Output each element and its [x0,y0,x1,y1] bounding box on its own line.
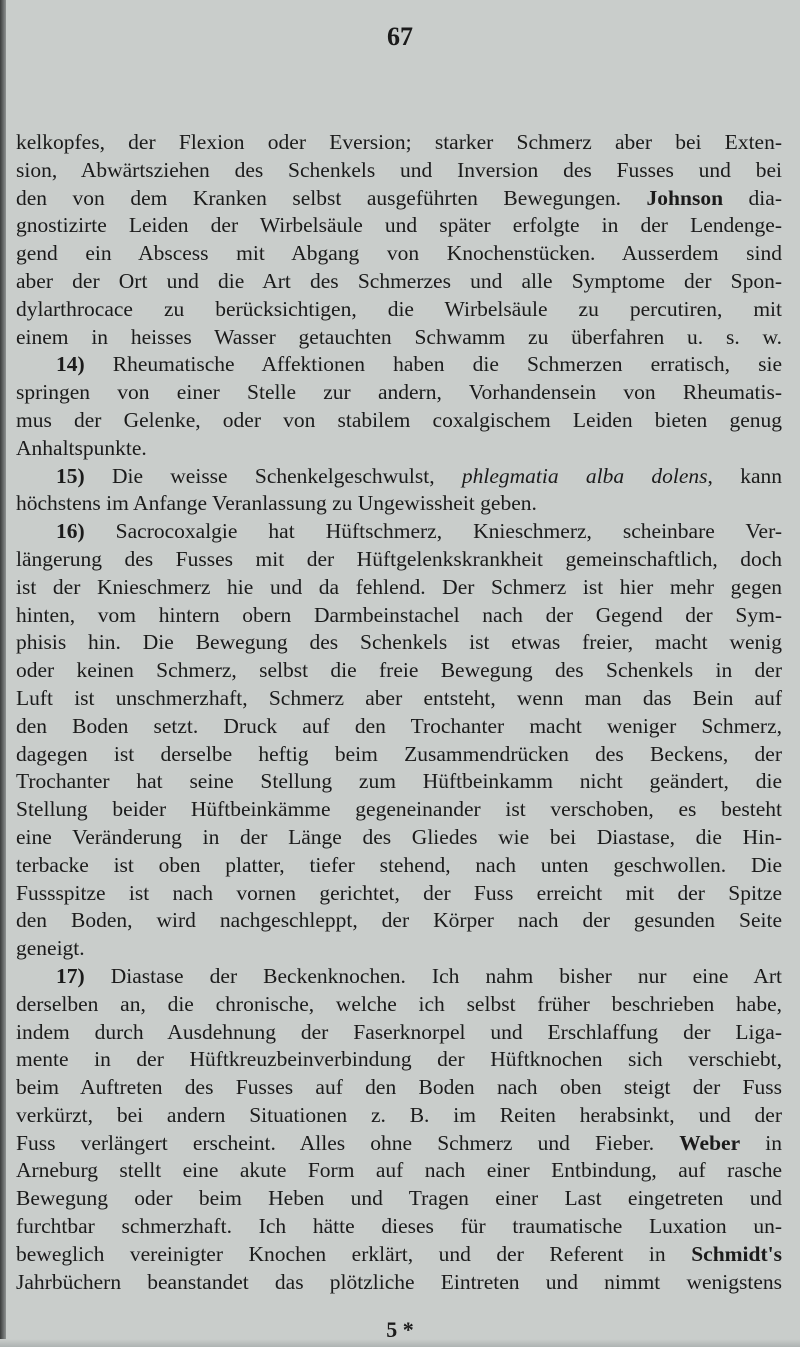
text-segment: ist der Knieschmerz hie und da fehlend. Der Schmerz ist hier mehr gegen [16,574,782,599]
text-line [16,518,782,546]
text-segment: Anhaltspunkte. [16,435,147,460]
text-line [16,407,782,435]
text-segment: längerung des Fusses mit der Hüftgelenkskrankheit gemeinschaftlich, doch [16,546,782,571]
text-line [16,490,782,518]
text-segment: dylarthrocace zu berücksichtigen, die Wirbelsäule zu percutiren, mit [16,296,782,321]
text-line [16,852,782,880]
text-segment: dia- [723,185,782,210]
text-line [16,796,782,824]
text-segment: beim Auftreten des Fusses auf den Boden nach oben steigt der Fuss [16,1075,782,1100]
text-line [16,463,782,491]
text-segment: gend ein Abscess mit Abgang von Knochenstücken. Ausserdem sind [16,241,782,266]
printer-signature-mark: 5 * [386,1317,414,1342]
text-segment: einem in heisses Wasser getauchten Schwamm zu überfahren u. s. w. [16,324,782,349]
text-line [16,963,782,991]
text-segment: verkürzt, bei andern Situationen z. B. im Reiten herabsinkt, und der [16,1102,782,1127]
text-segment: furchtbar schmerzhaft. Ich hätte dieses für traumatische Luxation un- [16,1214,782,1239]
text-segment: Rheumatische Affektionen haben die Schmerzen erratisch, sie [84,352,782,377]
text-segment: den von dem Kranken selbst ausgeführten Bewegungen. [16,185,647,210]
text-segment: Fussspitze ist nach vornen gerichtet, der Fuss erreicht mit der Spitze [16,880,782,905]
bold-text: 17) [56,963,85,988]
text-line [16,324,782,352]
body-text [16,129,782,1296]
text-line [16,1213,782,1241]
bold-text: 14) [56,352,85,377]
text-line [16,157,782,185]
text-line [16,713,782,741]
text-line [16,1130,782,1158]
text-segment: terbacke ist oben platter, tiefer stehend, nach unten geschwollen. Die [16,852,782,877]
italic-text: phlegmatia alba dolens [461,463,708,488]
text-segment: hinten, vom hintern obern Darmbeinstachel nach der Gegend der Sym- [16,602,782,627]
bold-text: 16) [56,519,85,544]
text-line [16,129,782,157]
text-line [16,546,782,574]
text-line [16,1102,782,1130]
text-line [16,185,782,213]
text-line [16,1046,782,1074]
text-line [16,351,782,379]
text-segment: beweglich vereinigter Knochen erklärt, und der Referent in [16,1241,692,1266]
text-line [16,1185,782,1213]
text-line [16,1019,782,1047]
text-line [16,629,782,657]
page-number: 67 [387,22,413,51]
text-segment: mus der Gelenke, oder von stabilem coxalgischem Leiden bieten genug [16,407,782,432]
text-segment: Trochanter hat seine Stellung zum Hüftbeinkamm nicht geändert, die [16,769,782,794]
text-segment: mente in der Hüftkreuzbeinverbindung der Hüftknochen sich verschiebt, [16,1047,782,1072]
bold-text: Schmidt's [691,1241,782,1266]
text-segment: höchstens im Anfange Veranlassung zu Ungewissheit geben. [16,491,537,516]
text-segment: in [740,1130,782,1155]
text-segment: Diastase der Beckenknochen. Ich nahm bisher nur eine Art [84,963,782,988]
text-segment: Stellung beider Hüftbeinkämme gegeneinander ist verschoben, es besteht [16,797,782,822]
text-segment: den Boden, wird nachgeschleppt, der Körper nach der gesunden Seite [16,908,782,933]
text-line [16,296,782,324]
text-line [16,574,782,602]
text-line [16,268,782,296]
text-line [16,1074,782,1102]
text-segment: phisis hin. Die Bewegung des Schenkels ist etwas freier, macht wenig [16,630,782,655]
text-segment: Fuss verlängert erscheint. Alles ohne Schmerz und Fieber. [16,1130,680,1155]
text-line [16,1241,782,1269]
text-segment: eine Veränderung in der Länge des Gliedes wie bei Diastase, die Hin- [16,824,782,849]
text-segment: aber der Ort und die Art des Schmerzes und alle Symptome der Spon- [16,268,782,293]
text-segment: Sacrocoxalgie hat Hüftschmerz, Knieschmerz, scheinbare Ver- [84,519,782,544]
text-segment: Bewegung oder beim Heben und Tragen einer Last eingetreten und [16,1186,782,1211]
text-line [16,1157,782,1185]
text-line [16,657,782,685]
text-line [16,907,782,935]
text-line [16,1269,782,1297]
book-spine-edge [0,0,6,1347]
text-segment: Jahrbüchern beanstandet das plötzliche Eintreten und nimmt wenigstens [16,1269,782,1294]
text-line [16,685,782,713]
text-segment: indem durch Ausdehnung der Faserknorpel und Erschlaffung der Liga- [16,1019,782,1044]
text-line [16,435,782,463]
text-line [16,935,782,963]
text-segment: Arneburg stellt eine akute Form auf nach einer Entbindung, auf rasche [16,1158,782,1183]
text-line [16,768,782,796]
text-segment: Luft ist unschmerzhaft, Schmerz aber entsteht, wenn man das Bein auf [16,685,782,710]
text-segment: den Boden setzt. Druck auf den Trochanter macht weniger Schmerz, [16,713,782,738]
text-line [16,741,782,769]
text-line [16,240,782,268]
text-segment: oder keinen Schmerz, selbst die freie Bewegung des Schenkels in der [16,658,782,683]
bold-text: Johnson [646,185,724,210]
text-segment: geneigt. [16,936,85,961]
text-line [16,880,782,908]
text-segment: gnostizirte Leiden der Wirbelsäule und später erfolgte in der Lendenge- [16,213,782,238]
text-segment: kelkopfes, der Flexion oder Eversion; starker Schmerz aber bei Exten- [16,130,782,154]
bold-text: Weber [679,1130,741,1155]
text-segment: springen von einer Stelle zur andern, Vorhandensein von Rheumatis- [16,380,782,405]
text-line [16,212,782,240]
bold-text: 15) [56,463,85,488]
text-segment: dagegen ist derselbe heftig beim Zusammendrücken des Beckens, der [16,741,782,766]
text-segment: derselben an, die chronische, welche ich selbst früher beschrieben habe, [16,991,782,1016]
text-line [16,379,782,407]
text-segment: sion, Abwärtsziehen des Schenkels und Inversion des Fusses und bei [16,157,782,182]
text-line [16,991,782,1019]
text-segment: , kann [707,463,782,488]
text-line [16,824,782,852]
text-segment: Die weisse Schenkelgeschwulst, [84,463,462,488]
text-line [16,602,782,630]
